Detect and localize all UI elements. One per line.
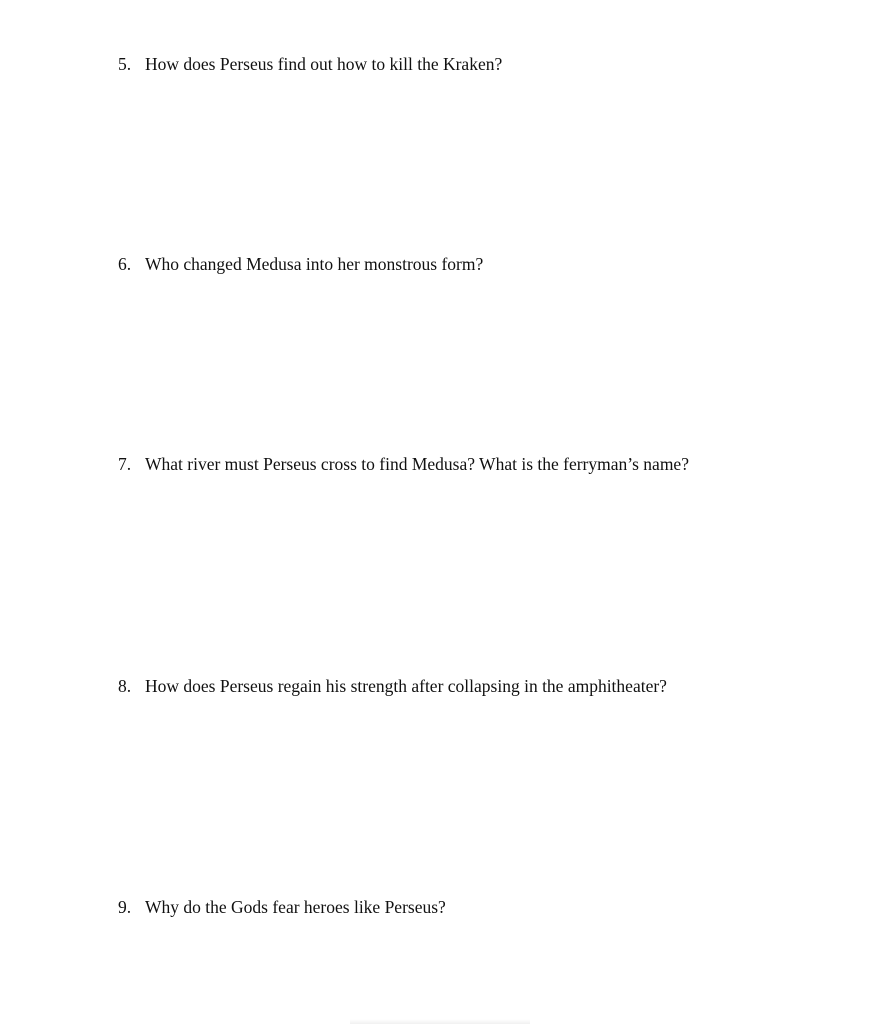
question-7 <box>118 453 689 475</box>
question-8 <box>118 675 667 697</box>
question-5 <box>118 53 502 75</box>
question-number: 9. <box>118 897 132 917</box>
question-number: 6. <box>118 254 132 274</box>
question-number: 7. <box>118 454 132 474</box>
question-text: What river must Perseus cross to find Medusa? What is the ferryman’s name? <box>145 454 689 474</box>
page-bottom-shadow <box>350 1019 530 1024</box>
question-text: How does Perseus regain his strength after collapsing in the amphitheater? <box>145 676 667 696</box>
question-6 <box>118 253 483 275</box>
question-text: Why do the Gods fear heroes like Perseus? <box>145 897 446 917</box>
question-text: How does Perseus find out how to kill the Kraken? <box>145 54 503 74</box>
question-text: Who changed Medusa into her monstrous form? <box>145 254 484 274</box>
question-9 <box>118 896 446 918</box>
question-number: 5. <box>118 54 132 74</box>
question-number: 8. <box>118 676 132 696</box>
